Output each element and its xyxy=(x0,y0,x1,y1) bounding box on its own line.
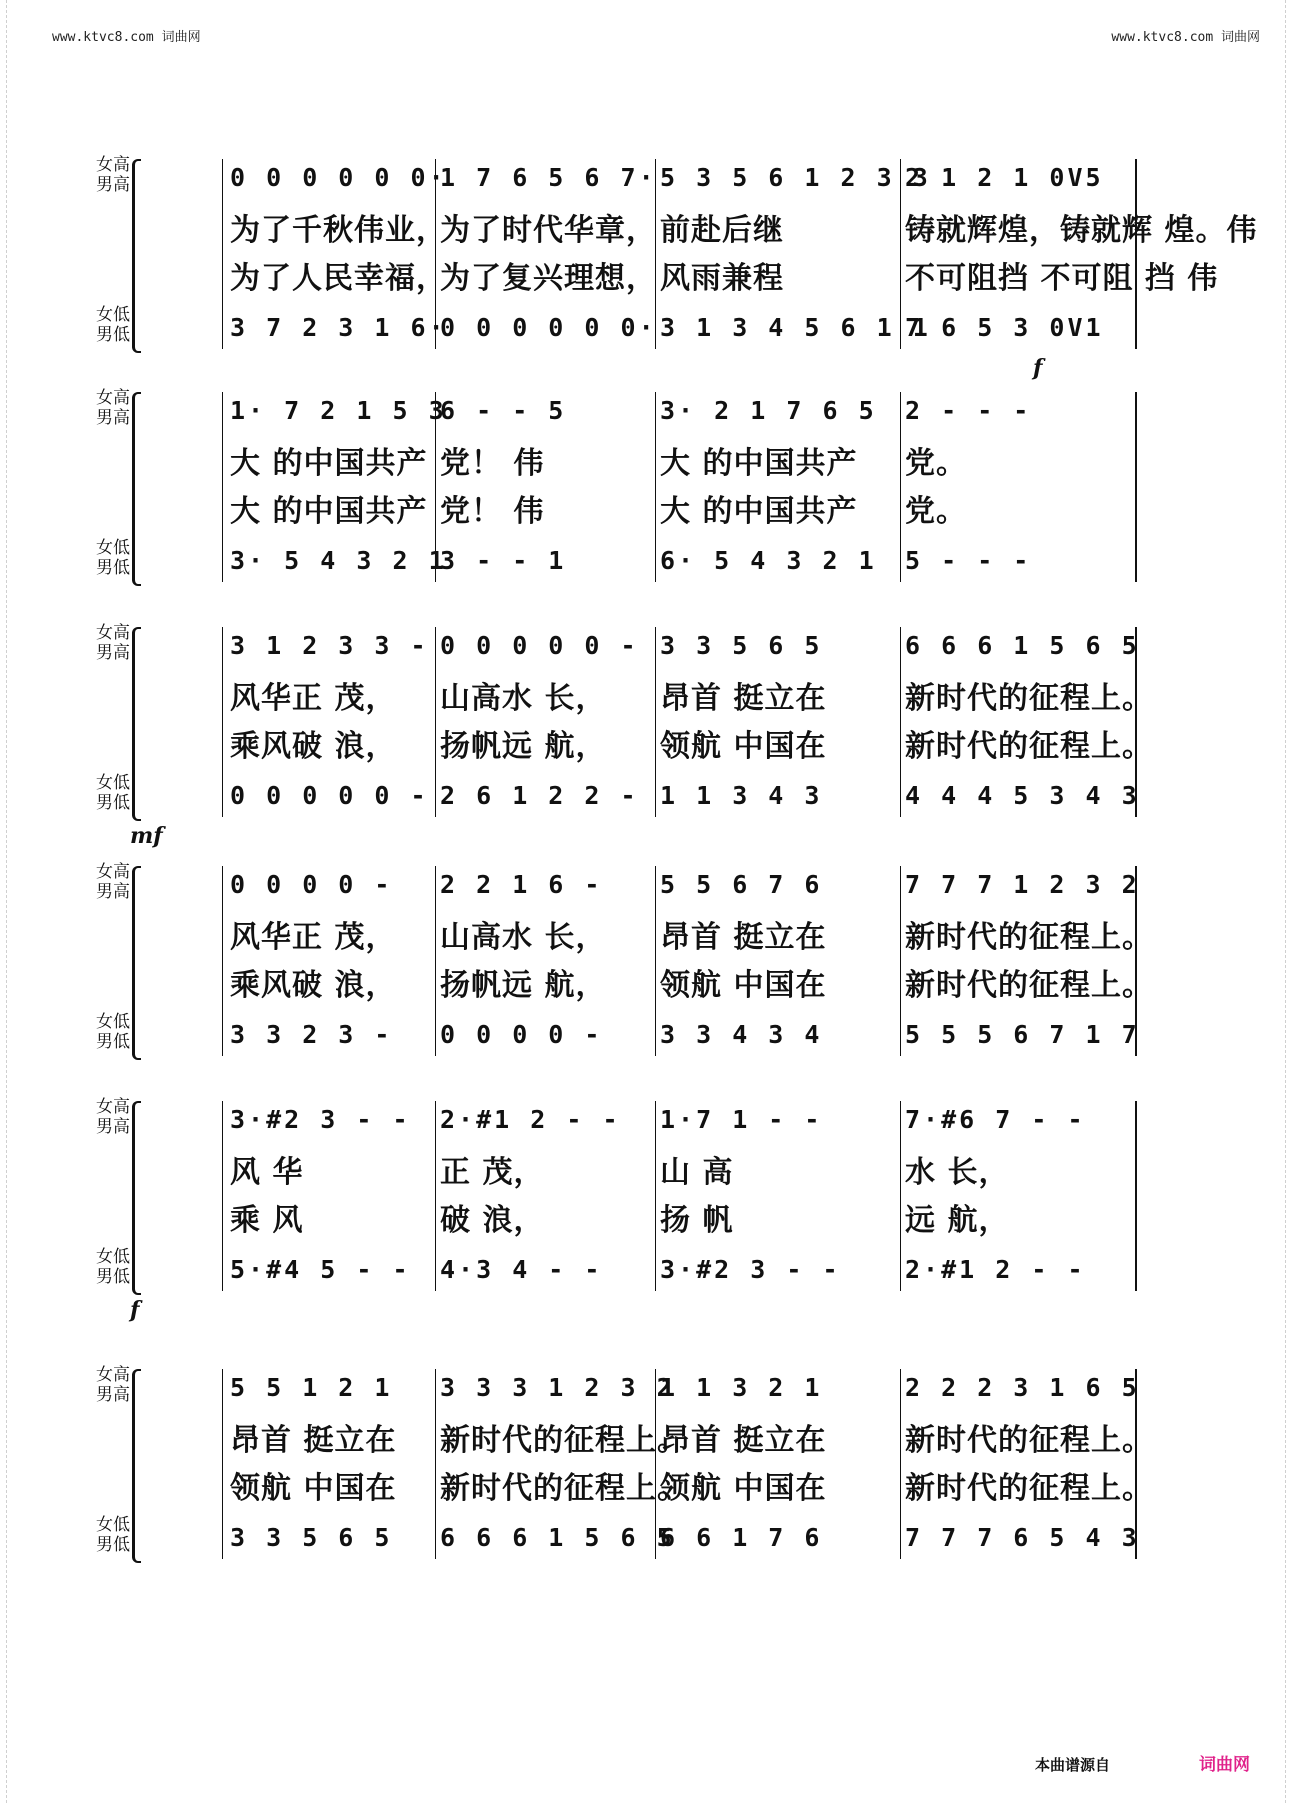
lyric-line: 风 华 xyxy=(230,1155,304,1190)
lyric-line: 为了千秋伟业， xyxy=(230,213,447,248)
lyric-line: 新时代的征程上。 xyxy=(905,968,1153,1003)
barline xyxy=(655,392,656,582)
lyric-line: 扬帆远 航， xyxy=(440,968,607,1003)
note-line-upper: 5 5 1 2 1 xyxy=(230,1373,393,1402)
left-page-edge xyxy=(6,0,17,1803)
note-line-lower: 6 6 6 1 5 6 5 xyxy=(440,1523,675,1552)
system-bracket xyxy=(132,159,141,353)
barline xyxy=(222,627,223,817)
lyric-line: 党！ 伟 xyxy=(440,494,545,529)
note-line-upper: 5 5 6 7 6 xyxy=(660,870,823,899)
barline xyxy=(1135,866,1137,1056)
lyric-line: 铸就辉煌，铸就辉 煌。伟 xyxy=(905,213,1258,248)
note-line-upper: 1·7 1 - - xyxy=(660,1105,823,1134)
lyric-line: 乘风破 浪， xyxy=(230,968,397,1003)
note-line-upper: 3·#2 3 - - xyxy=(230,1105,411,1134)
barline xyxy=(900,159,901,349)
barline xyxy=(435,159,436,349)
barline xyxy=(1135,1369,1137,1559)
lyric-line: 风华正 茂， xyxy=(230,920,397,955)
lyric-line: 昂首 挺立在 xyxy=(660,920,827,955)
lyric-line: 山 高 xyxy=(660,1155,734,1190)
barline xyxy=(435,1369,436,1559)
lyric-line: 昂首 挺立在 xyxy=(660,681,827,716)
right-page-edge xyxy=(1275,0,1286,1803)
barline xyxy=(435,866,436,1056)
lyric-line: 新时代的征程上。 xyxy=(905,1471,1153,1506)
lyric-line: 领航 中国在 xyxy=(230,1471,397,1506)
lyric-line: 为了时代华章， xyxy=(440,213,657,248)
lyric-line: 乘 风 xyxy=(230,1203,304,1238)
note-line-lower: 3·#2 3 - - xyxy=(660,1255,841,1284)
score-system xyxy=(78,388,1128,593)
header-left: www.ktvc8.com 词曲网 xyxy=(52,30,201,45)
note-line-upper: 7 7 7 1 2 3 2 xyxy=(905,870,1140,899)
barline xyxy=(1135,627,1137,817)
voice-label-upper: 女高 男高 xyxy=(96,623,130,663)
note-line-lower: 7 7 7 6 5 4 3 xyxy=(905,1523,1140,1552)
lyric-line: 山高水 长， xyxy=(440,681,607,716)
barline xyxy=(222,1369,223,1559)
lyric-line: 新时代的征程上。 xyxy=(440,1423,688,1458)
lyric-line: 大 的中国共产 xyxy=(230,494,428,529)
note-line-upper: 2 2 1 6 - xyxy=(440,870,603,899)
note-line-lower: 4·3 4 - - xyxy=(440,1255,603,1284)
voice-label-lower: 女低 男低 xyxy=(96,305,130,345)
voice-label-upper: 女高 男高 xyxy=(96,1097,130,1137)
lyric-line: 党。 xyxy=(905,494,967,529)
note-line-lower: 0 0 0 0 - xyxy=(440,1020,603,1049)
note-line-upper: 3 1 2 3 3 - xyxy=(230,631,429,660)
barline xyxy=(900,627,901,817)
lyric-line: 乘风破 浪， xyxy=(230,729,397,764)
note-line-upper: 6 6 6 1 5 6 5 xyxy=(905,631,1140,660)
barline xyxy=(222,392,223,582)
barline xyxy=(1135,1101,1137,1291)
lyric-line: 新时代的征程上。 xyxy=(905,920,1153,955)
footer-source: 本曲谱源自 xyxy=(1034,1756,1110,1774)
note-line-upper: 1 1 3 2 1 xyxy=(660,1373,823,1402)
score-system xyxy=(78,862,1153,1067)
barline xyxy=(435,627,436,817)
barline xyxy=(655,1369,656,1559)
lyric-line: 扬 帆 xyxy=(660,1203,734,1238)
lyric-line: 新时代的征程上。 xyxy=(440,1471,688,1506)
barline xyxy=(222,1101,223,1291)
system-bracket xyxy=(132,1101,141,1295)
system-bracket xyxy=(132,627,141,821)
voice-label-upper: 女高 男高 xyxy=(96,862,130,902)
lyric-line: 前赴后继 xyxy=(660,213,784,248)
note-line-lower: 7 6 5 3 0V1 xyxy=(905,313,1104,342)
note-line-lower: 0 0 0 0 0 0· xyxy=(440,313,657,342)
note-line-upper: 1· 7 2 1 5 3 xyxy=(230,396,447,425)
lyric-line: 大 的中国共产 xyxy=(230,446,428,481)
dynamic-marking: f xyxy=(1033,355,1043,381)
lyric-line: 党！ 伟 xyxy=(440,446,545,481)
note-line-upper: 3 3 3 1 2 3 2 xyxy=(440,1373,675,1402)
note-line-upper: 2 - - - xyxy=(905,396,1032,425)
barline xyxy=(222,866,223,1056)
note-line-lower: 5 5 5 6 7 1 7 xyxy=(905,1020,1140,1049)
lyric-line: 领航 中国在 xyxy=(660,968,827,1003)
lyric-line: 水 长， xyxy=(905,1155,1010,1190)
note-line-lower: 3 1 3 4 5 6 1 1 xyxy=(660,313,931,342)
lyric-line: 领航 中国在 xyxy=(660,729,827,764)
lyric-line: 新时代的征程上。 xyxy=(905,729,1153,764)
note-line-upper: 5 3 5 6 1 2 3 3 xyxy=(660,163,931,192)
voice-label-lower: 女低 男低 xyxy=(96,1012,130,1052)
lyric-line: 新时代的征程上。 xyxy=(905,681,1153,716)
footer-site: 词曲网 xyxy=(1199,1755,1250,1775)
lyric-line: 风华正 茂， xyxy=(230,681,397,716)
note-line-lower: 0 0 0 0 0 - xyxy=(230,781,429,810)
lyric-line: 扬帆远 航， xyxy=(440,729,607,764)
note-line-upper: 0 0 0 0 - xyxy=(230,870,393,899)
barline xyxy=(900,392,901,582)
system-bracket xyxy=(132,1369,141,1563)
note-line-lower: 3 3 2 3 - xyxy=(230,1020,393,1049)
score-system xyxy=(78,155,1258,381)
barline xyxy=(435,392,436,582)
note-line-lower: 1 1 3 4 3 xyxy=(660,781,823,810)
voice-label-lower: 女低 男低 xyxy=(96,1515,130,1555)
barline xyxy=(900,1369,901,1559)
note-line-lower: 5·#4 5 - - xyxy=(230,1255,411,1284)
score-system xyxy=(78,1365,1153,1570)
note-line-lower: 3 3 4 3 4 xyxy=(660,1020,823,1049)
note-line-lower: 2·#1 2 - - xyxy=(905,1255,1086,1284)
barline xyxy=(222,159,223,349)
voice-label-lower: 女低 男低 xyxy=(96,1247,130,1287)
lyric-line: 山高水 长， xyxy=(440,920,607,955)
system-bracket xyxy=(132,392,141,586)
barline xyxy=(655,627,656,817)
barline xyxy=(435,1101,436,1291)
lyric-line: 为了复兴理想， xyxy=(440,261,657,296)
lyric-line: 风雨兼程 xyxy=(660,261,784,296)
score-system xyxy=(78,623,1153,849)
note-line-lower: 6 6 1 7 6 xyxy=(660,1523,823,1552)
voice-label-upper: 女高 男高 xyxy=(96,1365,130,1405)
lyric-line: 大 的中国共产 xyxy=(660,446,858,481)
note-line-lower: 2 6 1 2 2 - xyxy=(440,781,639,810)
note-line-lower: 3· 5 4 3 2 1 xyxy=(230,546,447,575)
note-line-upper: 3· 2 1 7 6 5 xyxy=(660,396,877,425)
lyric-line: 正 茂， xyxy=(440,1155,545,1190)
barline xyxy=(900,866,901,1056)
lyric-line: 大 的中国共产 xyxy=(660,494,858,529)
system-bracket xyxy=(132,866,141,1060)
lyric-line: 昂首 挺立在 xyxy=(230,1423,397,1458)
barline xyxy=(655,159,656,349)
lyric-line: 为了人民幸福， xyxy=(230,261,447,296)
voice-label-upper: 女高 男高 xyxy=(96,388,130,428)
lyric-line: 破 浪， xyxy=(440,1203,545,1238)
note-line-upper: 0 0 0 0 0 - xyxy=(440,631,639,660)
voice-label-lower: 女低 男低 xyxy=(96,773,130,813)
note-line-upper: 0 0 0 0 0 0· xyxy=(230,163,447,192)
note-line-lower: 3 3 5 6 5 xyxy=(230,1523,393,1552)
note-line-upper: 2·#1 2 - - xyxy=(440,1105,621,1134)
voice-label-upper: 女高 男高 xyxy=(96,155,130,195)
note-line-lower: 3 - - 1 xyxy=(440,546,567,575)
barline xyxy=(1135,392,1137,582)
lyric-line: 昂首 挺立在 xyxy=(660,1423,827,1458)
note-line-lower: 6· 5 4 3 2 1 xyxy=(660,546,877,575)
lyric-line: 不可阻挡 不可阻 挡 伟 xyxy=(905,261,1219,296)
note-line-upper: 3 3 5 6 5 xyxy=(660,631,823,660)
dynamic-marking: mf xyxy=(130,823,163,849)
lyric-line: 新时代的征程上。 xyxy=(905,1423,1153,1458)
note-line-upper: 6 - - 5 xyxy=(440,396,567,425)
lyric-line: 远 航， xyxy=(905,1203,1010,1238)
score-system xyxy=(78,1097,1128,1323)
header-right: www.ktvc8.com 词曲网 xyxy=(1111,30,1260,45)
lyric-line: 领航 中国在 xyxy=(660,1471,827,1506)
note-line-lower: 3 7 2 3 1 6· xyxy=(230,313,447,342)
barline xyxy=(655,1101,656,1291)
note-line-upper: 2 2 2 3 1 6 5 xyxy=(905,1373,1140,1402)
dynamic-marking: f xyxy=(130,1297,140,1323)
voice-label-lower: 女低 男低 xyxy=(96,538,130,578)
note-line-lower: 4 4 4 5 3 4 3 xyxy=(905,781,1140,810)
note-line-lower: 5 - - - xyxy=(905,546,1032,575)
note-line-upper: 1 7 6 5 6 7· xyxy=(440,163,657,192)
barline xyxy=(900,1101,901,1291)
barline xyxy=(655,866,656,1056)
note-line-upper: 2 1 2 1 0V5 xyxy=(905,163,1104,192)
note-line-upper: 7·#6 7 - - xyxy=(905,1105,1086,1134)
barline xyxy=(1135,159,1137,349)
lyric-line: 党。 xyxy=(905,446,967,481)
